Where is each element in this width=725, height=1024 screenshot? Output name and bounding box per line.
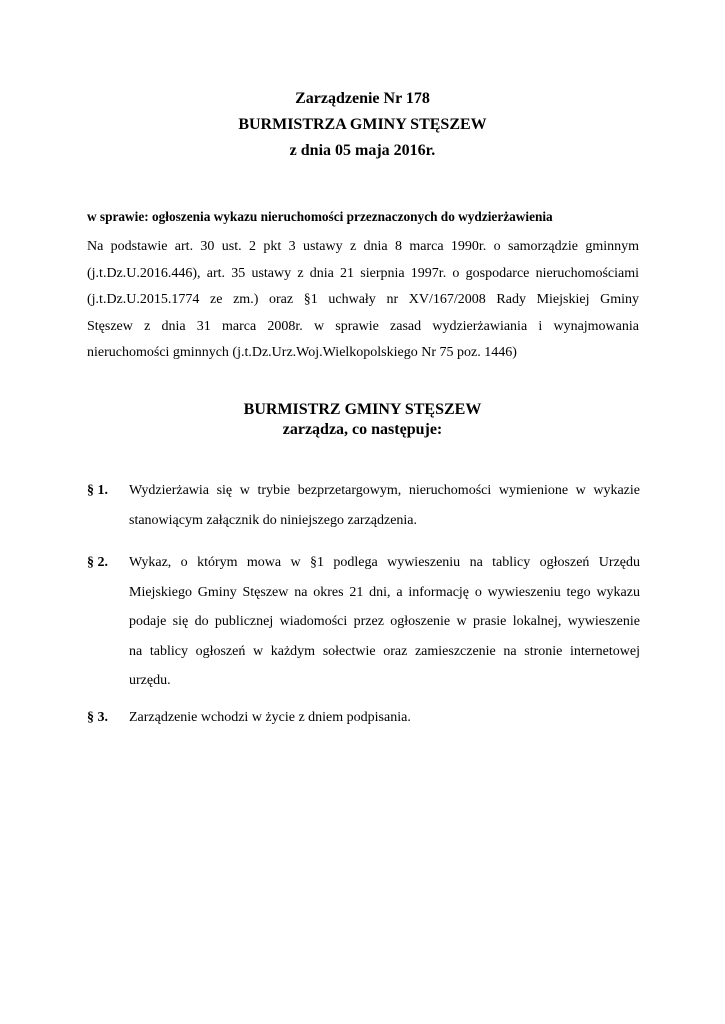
mayor-heading <box>0 400 725 440</box>
paragraph-line: Wykaz, o którym mowa w §1 podlega wywieszeniu na tablicy ogłoszeń Urzędu <box>129 555 640 570</box>
legal-basis-line: nieruchomości gminnych (j.t.Dz.Urz.Woj.Wielkopolskiego Nr 75 poz. 1446) <box>87 345 517 360</box>
legal-basis-line: Stęszew z dnia 31 marca 2008r. w sprawie zasad wydzierżawiania i wynajmowania <box>87 318 639 334</box>
document-title: Zarządzenie Nr 178 <box>295 90 430 107</box>
issuing-authority: BURMISTRZA GMINY STĘSZEW <box>238 116 487 133</box>
paragraph-number: § 1. <box>87 483 108 498</box>
paragraph-body <box>129 476 640 535</box>
legal-basis-line: (j.t.Dz.U.2015.1774 ze zm.) oraz §1 uchwały nr XV/167/2008 Rady Miejskiej Gminy <box>87 292 639 307</box>
paragraph-line: stanowiącym załącznik do niniejszego zarządzenia. <box>129 512 418 528</box>
paragraph-number: § 3. <box>87 710 108 725</box>
paragraph-line: Miejskiego Gminy Stęszew na okres 21 dni, a informację o wywieszeniu tego wykazu <box>129 584 640 600</box>
paragraph-body <box>129 703 640 733</box>
mayor-heading-title: BURMISTRZ GMINY STĘSZEW <box>243 401 482 418</box>
paragraph-number: § 2. <box>87 555 108 570</box>
paragraph-line: na tablicy ogłoszeń w każdym sołectwie oraz zamieszczenie na stronie internetowej <box>129 643 640 659</box>
document-subject: w sprawie: ogłoszenia wykazu nieruchomości przeznaczonych do wydzierżawienia <box>87 209 553 224</box>
paragraph-line: Wydzierżawia się w trybie bezprzetargowym, nieruchomości wymienione w wykazie <box>129 483 640 498</box>
legal-basis <box>87 234 639 367</box>
paragraph-line: Zarządzenie wchodzi w życie z dniem podpisania. <box>129 710 411 725</box>
legal-basis-line: (j.t.Dz.U.2016.446), art. 35 ustawy z dnia 21 sierpnia 1997r. o gospodarce nieruchomościami <box>87 265 639 281</box>
paragraph-line: podaje się do publicznej wiadomości przez ogłoszenie w prasie lokalnej, wywieszenie <box>129 614 640 629</box>
paragraph-body <box>129 548 640 696</box>
legal-basis-line: Na podstawie art. 30 ust. 2 pkt 3 ustawy z dnia 8 marca 1990r. o samorządzie gminnym <box>87 239 639 254</box>
document-date: z dnia 05 maja 2016r. <box>289 142 436 159</box>
mayor-heading-subtitle: zarządza, co następuje: <box>282 421 443 438</box>
document-header <box>0 86 725 164</box>
paragraph-line: urzędu. <box>129 673 171 688</box>
